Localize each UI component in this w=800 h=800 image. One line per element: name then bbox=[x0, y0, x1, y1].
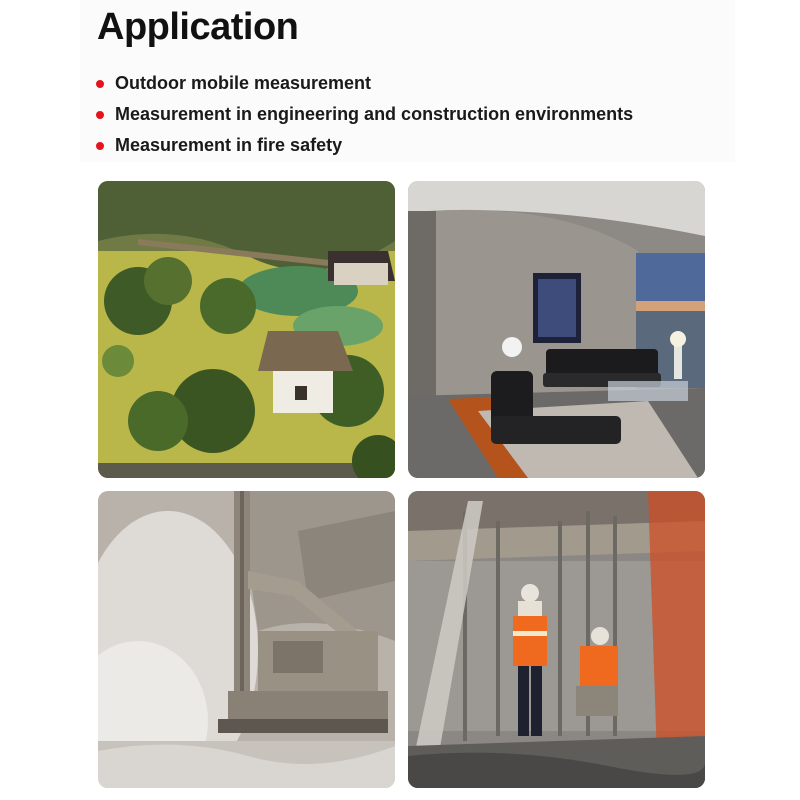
drilling-rig-dust-photo bbox=[98, 491, 395, 788]
list-item-text: Measurement in engineering and construction environments bbox=[115, 104, 634, 124]
bullet-dot-icon bbox=[96, 80, 104, 88]
garden-model-photo bbox=[98, 181, 395, 478]
list-item-text: Outdoor mobile measurement bbox=[115, 73, 372, 93]
page-title: Application bbox=[97, 6, 299, 48]
construction-workers-photo bbox=[408, 491, 705, 788]
list-item bbox=[96, 99, 633, 130]
bullet-dot-icon bbox=[96, 111, 104, 119]
list-item-text: Measurement in fire safety bbox=[115, 135, 343, 155]
application-list bbox=[96, 68, 633, 161]
bullet-dot-icon bbox=[96, 142, 104, 150]
list-item bbox=[96, 130, 633, 161]
list-item bbox=[96, 68, 633, 99]
interior-living-room-photo bbox=[408, 181, 705, 478]
